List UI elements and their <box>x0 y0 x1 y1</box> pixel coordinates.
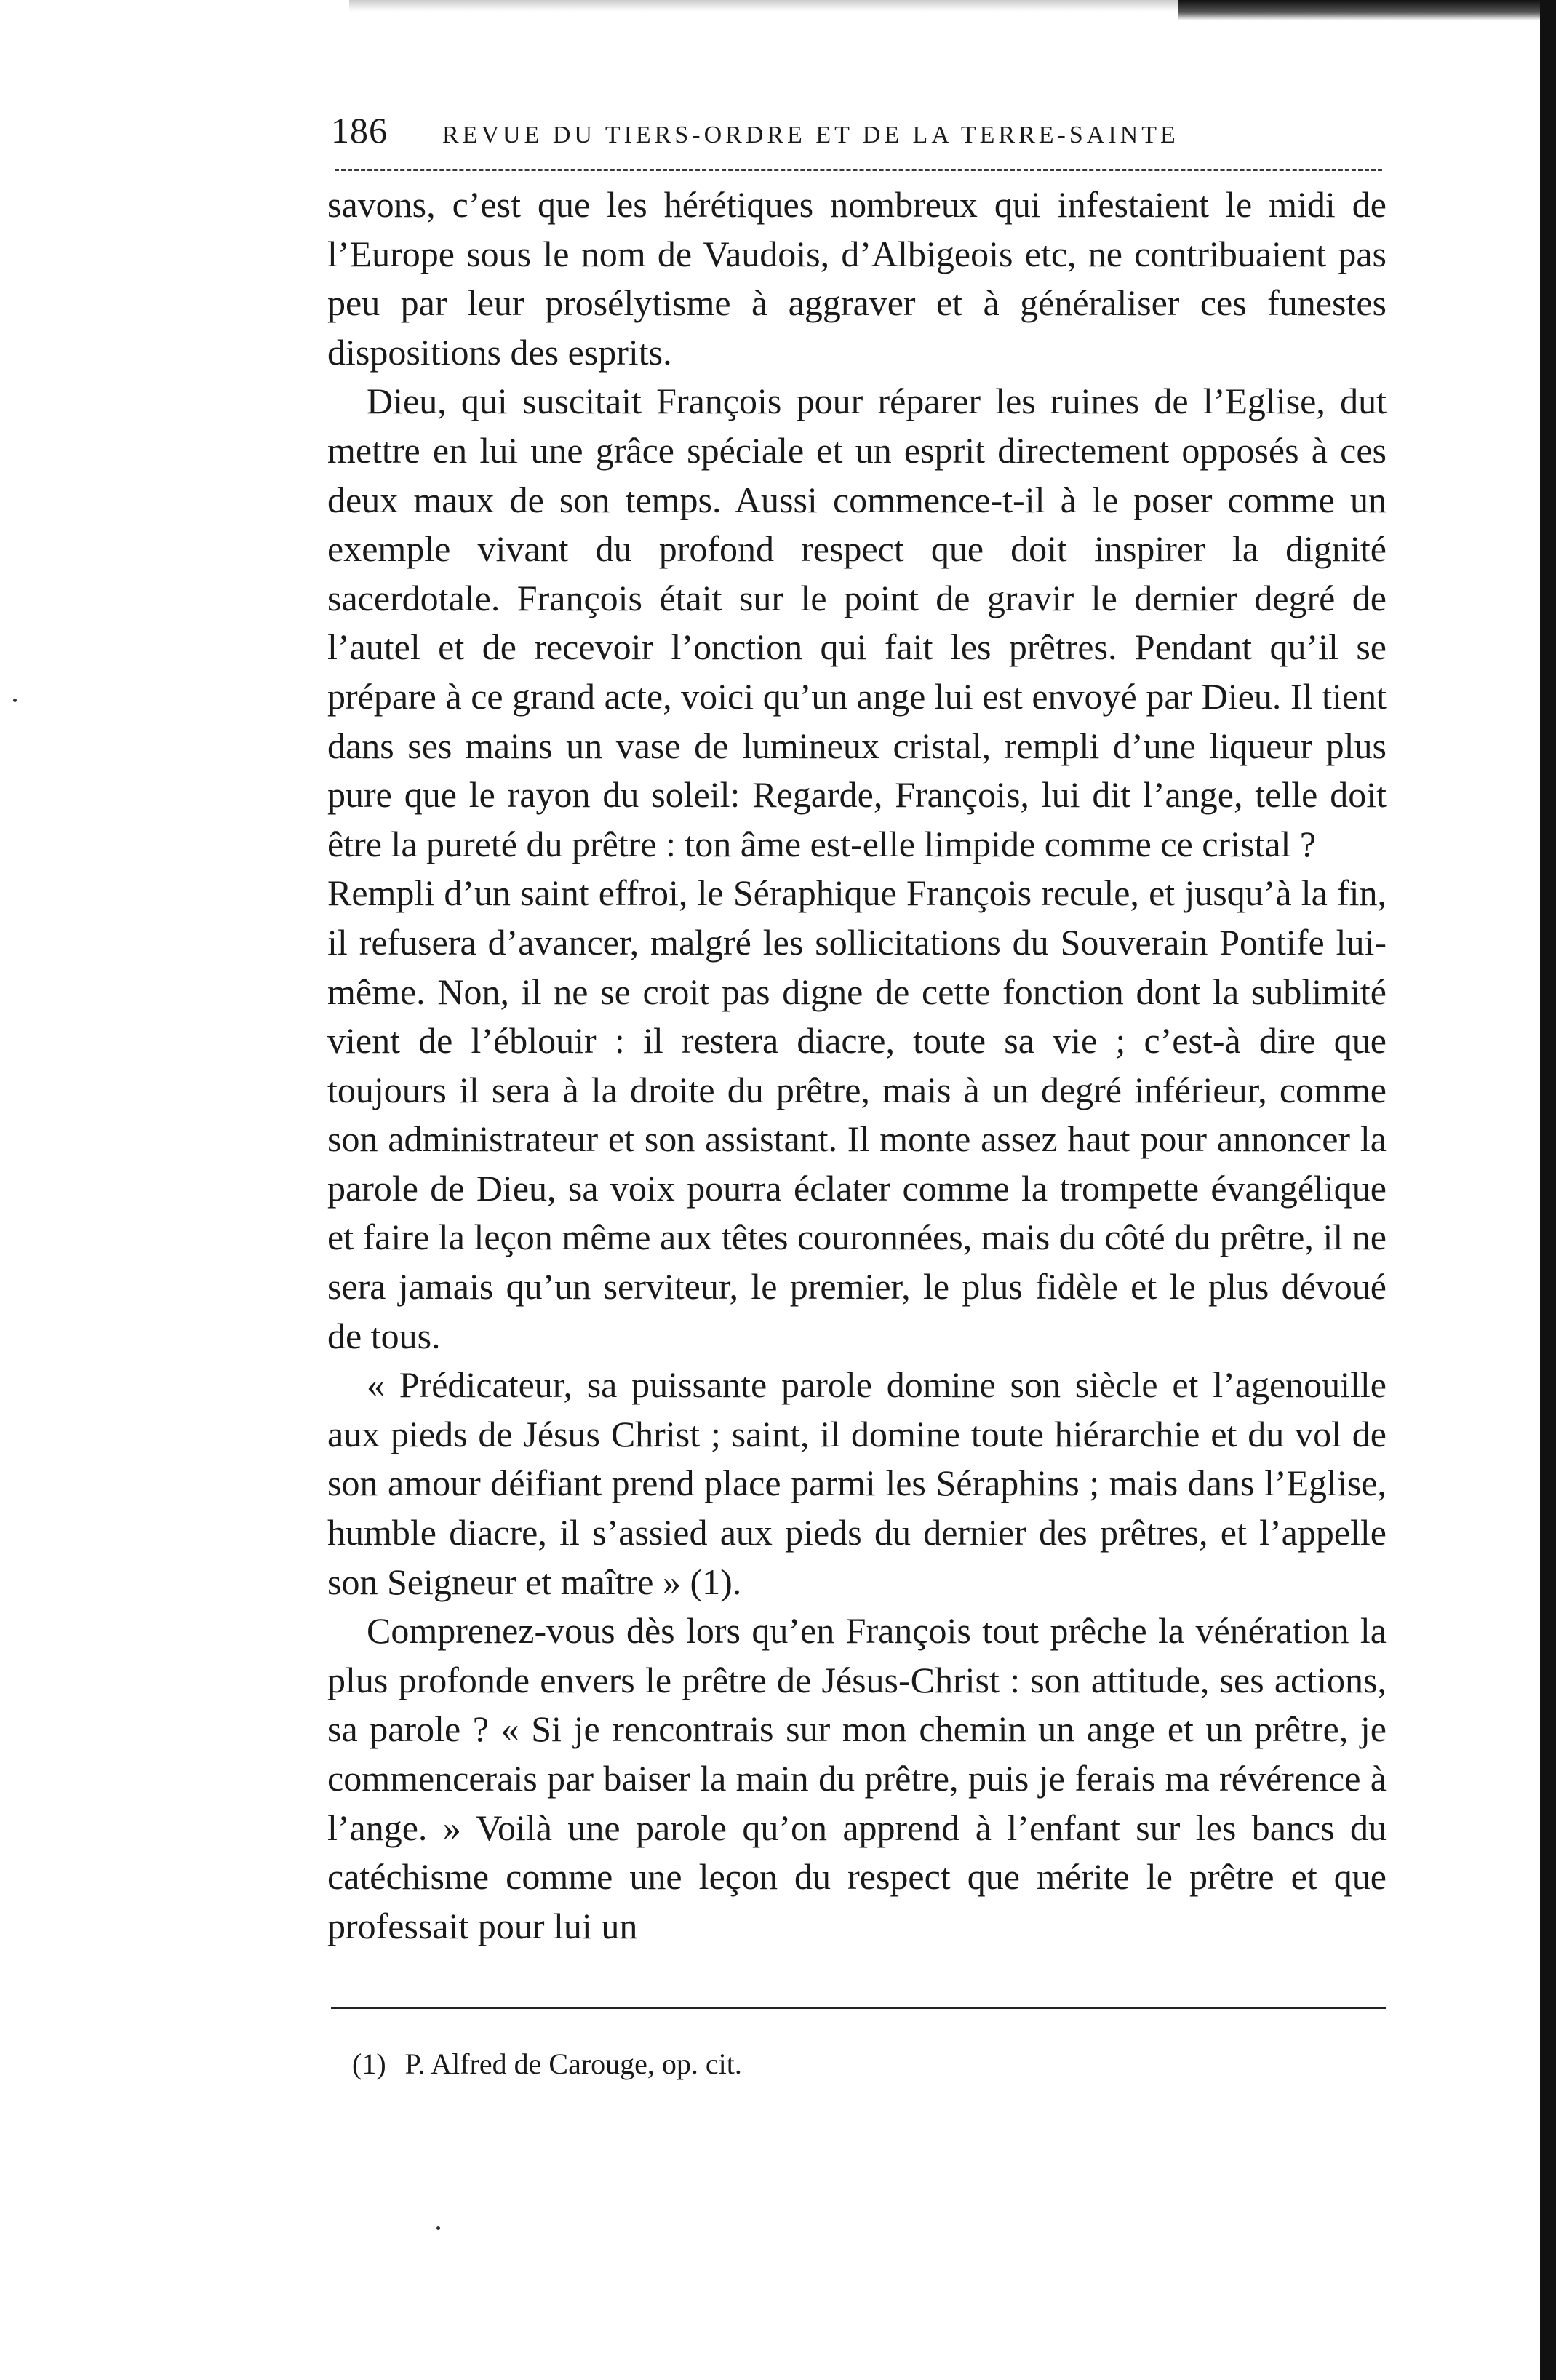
page-number: 186 <box>331 110 388 151</box>
paragraph: « Prédicateur, sa puissante parole domine son siècle et l’agenouille aux pieds de Jésus Christ ; saint, il domine toute hiérarchie et du vol de son amour déifiant prend place parmi les Séraphins ; mais dans l’Eglise, humble diacre, il s’assied aux pieds du dernier des prêtres, et l’appelle son Seigneur et maître » (1). <box>327 1364 1387 1602</box>
paragraph: Dieu, qui suscitait François pour réparer les ruines de l’Eglise, dut mettre en lui une grâce spéciale et un esprit directement opposés à ces deux maux de son temps. Aussi commence-t-il à le poser comme un exemple vivant du profond respect que doit inspirer la dignité sacerdotale. François était sur le point de gravir le dernier degré de l’autel et de recevoir l’onction qui fait les prêtres. Pendant qu’il se prépare à ce grand acte, voici qu’un ange lui est envoyé par Dieu. Il tient dans ses mains un vase de lumineux cristal, rempli d’une liqueur plus pure que le rayon du soleil: Regarde, François, lui dit l’ange, telle doit être la pureté du prêtre : ton âme est-elle limpide comme ce cristal ? <box>327 381 1387 864</box>
footnote-number: (1) <box>352 2047 386 2080</box>
scan-speck <box>436 2226 440 2230</box>
paragraph: Comprenez-vous dès lors qu’en François tout prêche la vénération la plus profonde envers le prêtre de Jésus-Christ : son attitude, ses actions, sa parole ? « Si je rencontrais sur mon chemin un ange et un prêtre, je commencerais par baiser la main du prêtre, puis je ferais ma révérence à l’ange. » Voilà une parole qu’on apprend à l’enfant sur les bancs du catéchisme comme une leçon du respect que mérite le prêtre et que professait pour lui un <box>327 1610 1387 1946</box>
main-text <box>327 180 1387 1951</box>
footnote <box>352 2046 1371 2082</box>
paragraph: Rempli d’un saint effroi, le Séraphique François recule, et jusqu’à la fin, il refusera d’avancer, malgré les sollicitations du Souverain Pontife lui-même. Non, il ne se croit pas digne de cette fonction dont la sublimité vient de l’éblouir : il restera diacre, toute sa vie ; c’est-à dire que toujours il sera à la droite du prêtre, mais à un degré inférieur, comme son administrateur et son assistant. Il monte assez haut pour annoncer la parole de Dieu, sa voix pourra éclater comme la trompette évangélique et faire la leçon même aux têtes couronnées, mais du côté du prêtre, il ne sera jamais qu’un serviteur, le premier, le plus fidèle et le plus dévoué de tous. <box>327 872 1387 1356</box>
header-rule <box>335 169 1382 171</box>
footnote-text: P. Alfred de Carouge, op. cit. <box>404 2047 742 2080</box>
page-right-edge-shadow <box>1540 0 1556 2380</box>
scan-speck <box>13 699 17 702</box>
running-header <box>331 109 1386 167</box>
footnote-rule <box>331 2007 1386 2009</box>
paragraph: savons, c’est que les hérétiques nombreux qui infestaient le midi de l’Europe sous le nom de Vaudois, d’Albigeois etc, ne contribuaient pas peu par leur prosélytisme à aggraver et à généraliser ces funestes dispositions des esprits. <box>327 184 1387 373</box>
page-top-corner-shadow <box>1178 0 1542 20</box>
running-title: REVUE DU TIERS-ORDRE ET DE LA TERRE-SAINTE <box>442 122 1179 148</box>
